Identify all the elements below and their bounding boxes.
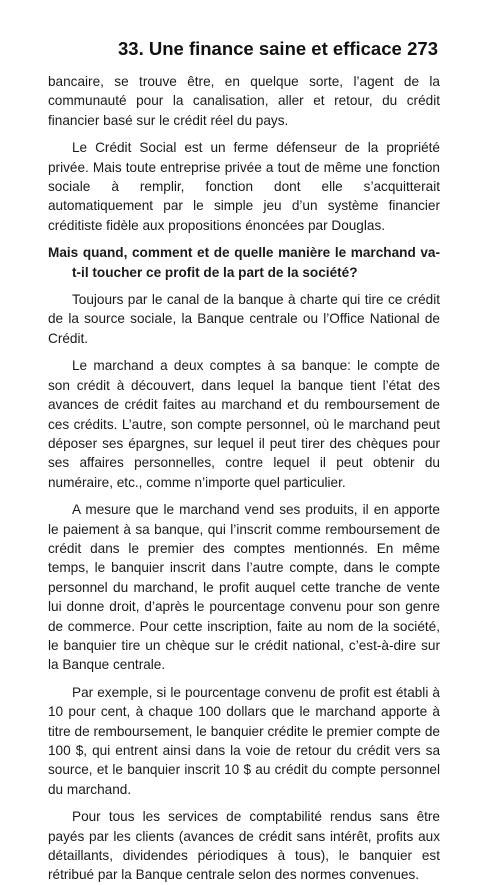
paragraph: Par exemple, si le pourcentage convenu de profit est établi à 10 pour cent, à chaque 100 dollars que le marchand apporte à titre de remboursement, le banquier crédite le premier compte de 100 $, qui entrent ainsi dans la voie de retour du crédit vers sa source, et le banquier inscrit 10 $ au crédit du compte personnel du marchand. (48, 684, 440, 797)
paragraph: Toujours par le canal de la banque à charte qui tire ce crédit de la source sociale, la Banque centrale ou l’Office National de Crédit. (48, 292, 440, 346)
paragraph: Le marchand a deux comptes à sa banque: le compte de son crédit à découvert, dans lequel la banque tient l’état des avances de crédit faites au marchand et du remboursement de ces crédits. L’autre, son compte personnel, où le marchand peut déposer ses épargnes, sur lequel il peut tirer des chèques pour ses affaires personnelles, contre lequel il peut obtenir du numéraire, etc., comme n’importe quel particulier. (48, 358, 440, 490)
running-header (48, 38, 440, 66)
chapter-title: 33. Une finance saine et efficace (118, 38, 402, 59)
paragraph: Pour tous les services de comptabilité rendus sans être payés par les clients (avances de crédit sans intérêt, profits aux détaillants, dividendes périodiques à tous), le banquier est rétribué par la Banque centrale selon des normes convenues. (48, 809, 440, 883)
page-number: 273 (407, 38, 438, 59)
paragraph: Le Crédit Social est un ferme défenseur de la propriété privée. Mais toute entreprise privée a tout de même une fonction sociale à remplir, fonction dont elle s’acquitterait automatiquement par le simple jeu d’un système financier créditiste fidèle aux propositions énoncées par Douglas. (48, 140, 440, 233)
paragraph: bancaire, se trouve être, en quelque sorte, l’agent de la communauté pour la canalisation, aller et retour, du crédit financier basé sur le crédit réel du pays. (48, 74, 440, 128)
paragraph: A mesure que le marchand vend ses produits, il en apporte le paiement à sa banque, qui l’inscrit comme remboursement de crédit dans le premier des comptes mentionnés. En même temps, le banquier inscrit dans l’autre compte, dans le compte personnel du marchand, le profit auquel cette tranche de vente lui donne droit, d’après le pourcentage convenu pour son genre de commerce. Pour cette inscription, faite au nom de la société, le banquier tire un chèque sur le crédit national, c’est-à-dire sur la Banque centrale. (48, 502, 440, 673)
page-body (48, 72, 440, 885)
question-heading: Mais quand, comment et de quelle manière le marchand va-t-il toucher ce profit de la part de la société? (48, 245, 440, 280)
